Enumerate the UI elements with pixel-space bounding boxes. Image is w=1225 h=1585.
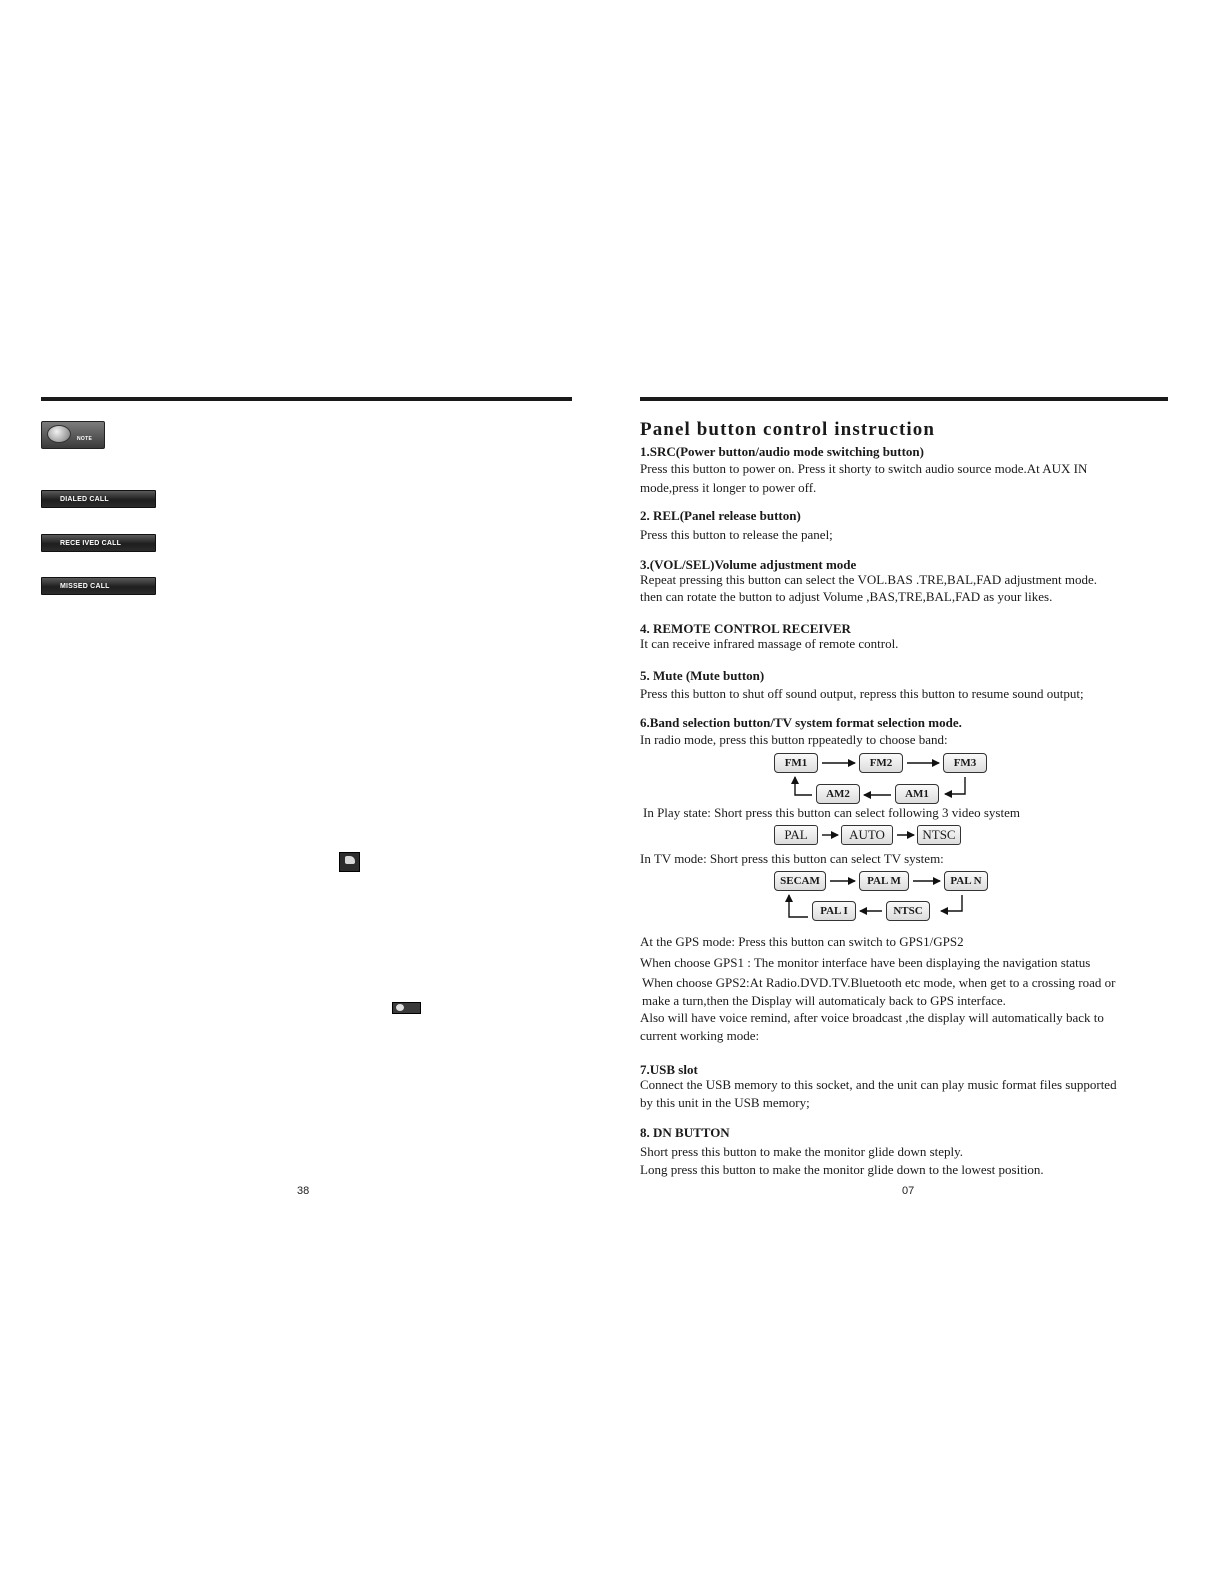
tv-box-ntsc: NTSC [886, 901, 930, 921]
received-call-button: RECE IVED CALL [41, 534, 156, 552]
gps-line-3: When choose GPS2:At Radio.DVD.TV.Bluetooth etc mode, when get to a crossing road or [642, 975, 1116, 990]
band-box-fm3: FM3 [943, 753, 987, 773]
gps-line-6: current working mode: [640, 1028, 760, 1043]
section-vol-line-2: then can rotate the button to adjust Volume ,BAS,TRE,BAL,FAD as your likes. [640, 589, 1053, 604]
video-box-auto: AUTO [841, 825, 893, 845]
note-label: NOTE [77, 436, 93, 442]
left-page-number: 38 [297, 1185, 310, 1197]
band-box-am2: AM2 [816, 784, 860, 804]
band-box-fm2: FM2 [859, 753, 903, 773]
band-box-fm1: FM1 [774, 753, 818, 773]
section-src-line-2: mode,press it longer to power off. [640, 480, 817, 495]
tv-box-secam: SECAM [774, 871, 826, 891]
arrow-pali-secam [789, 895, 808, 917]
section-rel-heading: 2. REL(Panel release button) [640, 508, 801, 523]
band-tv-line: In TV mode: Short press this button can select TV system: [640, 851, 944, 866]
page-title: Panel button control instruction [640, 419, 936, 440]
band-box-am1: AM1 [895, 784, 939, 804]
section-remote-line-1: It can receive infrared massage of remote control. [640, 636, 899, 651]
dialed-call-button: DIALED CALL [41, 490, 156, 508]
missed-call-button: MISSED CALL [41, 577, 156, 595]
video-box-pal: PAL [774, 825, 818, 845]
section-vol-heading: 3.(VOL/SEL)Volume adjustment mode [640, 557, 857, 572]
section-band-heading: 6.Band selection button/TV system format selection mode. [640, 715, 962, 730]
arrow-fm3-am1 [945, 777, 965, 794]
gps-line-4: make a turn,then the Display will automaticaly back to GPS interface. [642, 993, 1006, 1008]
section-usb-heading: 7.USB slot [640, 1062, 698, 1077]
section-mute-heading: 5. Mute (Mute button) [640, 668, 765, 683]
arrow-paln-ntsc [941, 895, 962, 911]
arrow-am2-fm1 [795, 777, 812, 795]
gps-line-2: When choose GPS1 : The monitor interface have been displaying the navigation status [640, 955, 1091, 970]
section-usb-line-2: by this unit in the USB memory; [640, 1095, 810, 1110]
section-dn-line-1: Short press this button to make the monitor glide down steply. [640, 1144, 964, 1159]
band-play-line: In Play state: Short press this button can select following 3 video system [643, 805, 1020, 820]
section-src-line-1: Press this button to power on. Press it shorty to switch audio source mode.At AUX IN [640, 461, 1088, 476]
section-remote-heading: 4. REMOTE CONTROL RECEIVER [640, 621, 851, 636]
gps-line-5: Also will have voice remind, after voice broadcast ,the display will automatically back to [640, 1010, 1104, 1025]
tv-box-pal-i: PAL I [812, 901, 856, 921]
gps-line-1: At the GPS mode: Press this button can switch to GPS1/GPS2 [640, 934, 964, 949]
section-rel-line-1: Press this button to release the panel; [640, 527, 833, 542]
section-vol-line-1: Repeat pressing this button can select the VOL.BAS .TRE,BAL,FAD adjustment mode. [640, 572, 1097, 587]
section-mute-line-1: Press this button to shut off sound output, repress this button to resume sound output; [640, 686, 1084, 701]
tv-box-pal-m: PAL M [859, 871, 909, 891]
band-radio-line: In radio mode, press this button rppeatedly to choose band: [640, 732, 948, 747]
section-src-heading: 1.SRC(Power button/audio mode switching button) [640, 444, 924, 459]
section-usb-line-1: Connect the USB memory to this socket, and the unit can play music format files supported [640, 1077, 1117, 1092]
tv-box-pal-n: PAL N [944, 871, 988, 891]
video-box-ntsc: NTSC [917, 825, 961, 845]
right-page-number: 07 [902, 1185, 915, 1197]
section-dn-heading: 8. DN BUTTON [640, 1125, 730, 1140]
section-dn-line-2: Long press this button to make the monitor glide down to the lowest position. [640, 1162, 1044, 1177]
